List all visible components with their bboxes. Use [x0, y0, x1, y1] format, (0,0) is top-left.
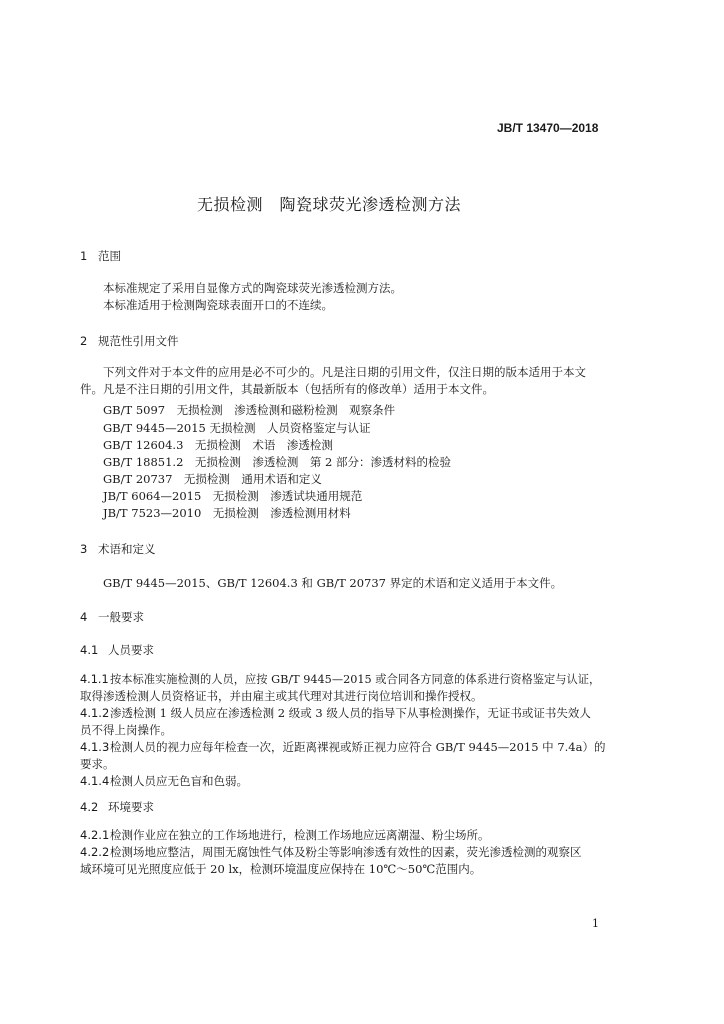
clause-continuation: 员不得上岗操作。: [80, 723, 172, 737]
clause-4-2-1: [80, 827, 490, 843]
clause-4-1-2: [80, 705, 591, 721]
paragraph: 件。凡是不注日期的引用文件，其最新版本（包括所有的修改单）适用于本文件。: [80, 382, 494, 396]
section-title: 术语和定义: [98, 542, 156, 556]
section-number: 4: [80, 610, 88, 624]
section-heading-1: [80, 248, 121, 264]
clause-continuation: 取得渗透检测人员资格证书，并由雇主或其代理对其进行岗位培训和操作授权。: [80, 689, 483, 703]
reference-item: GB/T 18851.2 无损检测 渗透检测 第 2 部分：渗透材料的检验: [103, 455, 452, 469]
clause-continuation: 域环境可见光照度应低于 20 lx，检测环境温度应保持在 10℃～50℃范围内。: [80, 862, 482, 876]
document-title: 无损检测 陶瓷球荧光渗透检测方法: [197, 195, 462, 214]
section-title: 一般要求: [98, 610, 144, 624]
clause-number: 4.1.4: [80, 774, 110, 788]
reference-item: GB/T 9445—2015 无损检测 人员资格鉴定与认证: [103, 421, 371, 435]
reference-item: GB/T 12604.3 无损检测 术语 渗透检测: [103, 438, 333, 452]
reference-item: GB/T 5097 无损检测 渗透检测和磁粉检测 观察条件: [103, 403, 396, 417]
clause-number: 4.2.1: [80, 828, 110, 842]
subsection-title: 人员要求: [108, 643, 154, 657]
clause-text: 渗透检测 1 级人员应在渗透检测 2 级或 3 级人员的指导下从事检测操作，无证书或证书失效人: [110, 706, 591, 720]
section-title: 规范性引用文件: [98, 334, 179, 348]
standard-number: JB/T 13470—2018: [497, 121, 599, 135]
clause-number: 4.1.3: [80, 740, 110, 754]
clause-number: 4.1.2: [80, 706, 110, 720]
paragraph: 本标准规定了采用自显像方式的陶瓷球荧光渗透检测方法。: [103, 281, 402, 295]
clause-4-1-3: [80, 739, 605, 755]
reference-item: JB/T 6064—2015 无损检测 渗透试块通用规范: [103, 489, 363, 503]
clause-continuation: 要求。: [80, 757, 115, 771]
clause-text: 检测场地应整洁，周围无腐蚀性气体及粉尘等影响渗透有效性的因素，荧光渗透检测的观察区: [110, 845, 582, 859]
subsection-heading-4-1: [80, 642, 154, 658]
clause-4-1-4: [80, 773, 248, 789]
subsection-title: 环境要求: [108, 800, 154, 814]
subsection-heading-4-2: [80, 799, 154, 815]
section-heading-2: [80, 333, 179, 349]
section-number: 2: [80, 334, 88, 348]
clause-4-2-2: [80, 844, 582, 860]
section-heading-3: [80, 541, 156, 557]
clause-number: 4.2.2: [80, 845, 110, 859]
clause-text: 检测作业应在独立的工作场地进行，检测工作场地应远离潮湿、粉尘场所。: [110, 828, 490, 842]
clause-text: 检测人员应无色盲和色弱。: [110, 774, 248, 788]
clause-number: 4.1.1: [80, 673, 109, 686]
reference-item: GB/T 20737 无损检测 通用术语和定义: [103, 472, 322, 486]
section-title: 范围: [98, 249, 121, 263]
clause-text: 按本标准实施检测的人员，应按 GB/T 9445—2015 或合同各方同意的体系进行资格鉴定与认证，: [110, 673, 601, 686]
clause-4-1-1: [80, 671, 600, 687]
paragraph: 下列文件对于本文件的应用是必不可少的。凡是注日期的引用文件，仅注日期的版本适用于本文: [103, 365, 586, 379]
paragraph: 本标准适用于检测陶瓷球表面开口的不连续。: [103, 298, 333, 312]
section-heading-4: [80, 609, 144, 625]
subsection-number: 4.1: [80, 643, 99, 657]
section-number: 1: [80, 249, 88, 263]
clause-text: 检测人员的视力应每年检查一次，近距离裸视或矫正视力应符合 GB/T 9445—2015 中 7.4a）的: [110, 740, 606, 754]
reference-item: JB/T 7523—2010 无损检测 渗透检测用材料: [103, 506, 351, 520]
subsection-number: 4.2: [80, 800, 99, 814]
page-number: 1: [592, 917, 599, 930]
paragraph: GB/T 9445—2015、GB/T 12604.3 和 GB/T 20737 界定的术语和定义适用于本文件。: [103, 576, 563, 590]
section-number: 3: [80, 542, 88, 556]
